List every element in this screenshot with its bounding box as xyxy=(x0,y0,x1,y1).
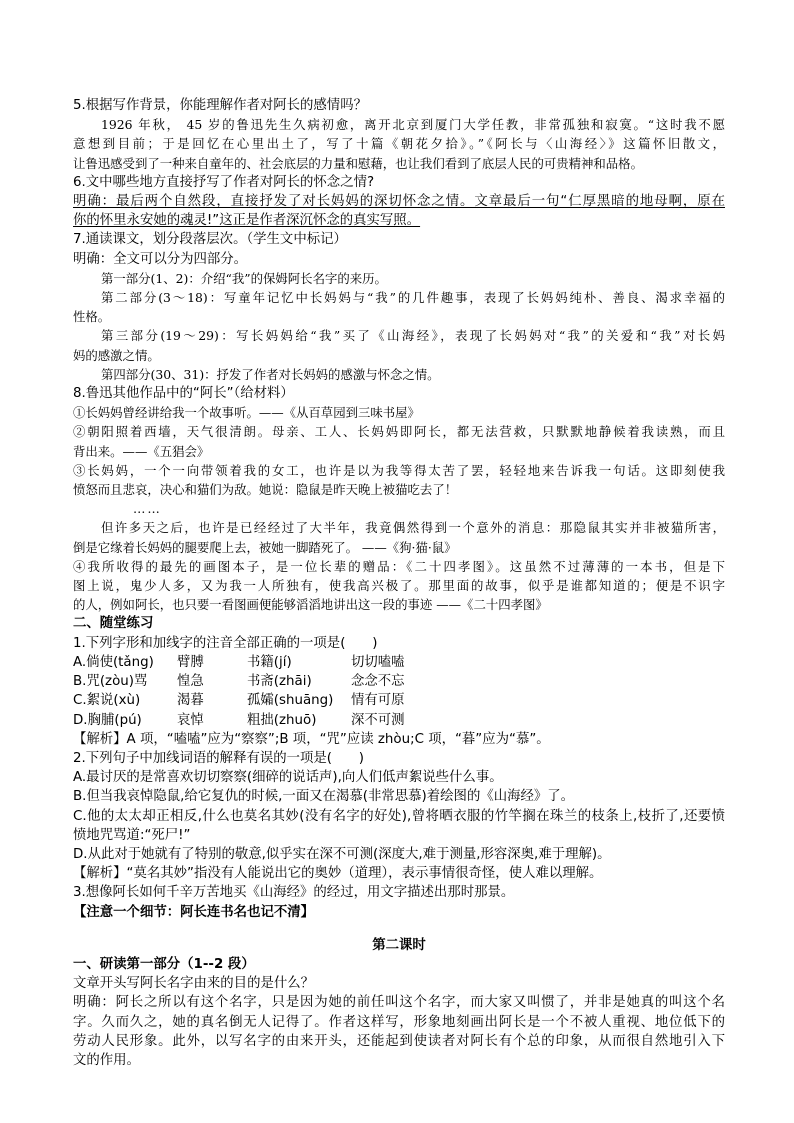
q5-question: 5.根据写作背景，你能理解作者对阿长的感情吗？ xyxy=(73,98,367,113)
q8-item: 的人，例如阿长，也只要一看图画便能够滔滔地讲出这一段的事迹 ——《二十四孝图》 xyxy=(73,597,548,613)
option-cell: 臂膊 xyxy=(177,654,204,670)
exercise-2-option: C.他的太太却正相反,什么也莫名其妙(没有名字的好处),曾将晒衣服的竹竿搁在珠兰的枝条上,枝折了,还要愤 xyxy=(73,808,725,824)
q8-ellipsis: …… xyxy=(133,501,162,517)
q7-part: 第二部分(3～18)：写童年记忆中长妈妈与“我”的几件趣事，表现了长妈妈纯朴、善良、渴求幸福的 xyxy=(101,290,725,306)
option-cell: B.咒(zòu)骂 xyxy=(73,674,148,690)
exercise-3-question: 3.想像阿长如何千辛万苦地买《山海经》的经过，用文字描述出那时那景。 xyxy=(73,885,515,901)
exercise-2-question: 2.下列句子中加线词语的解释有误的一项是( ) xyxy=(73,750,365,766)
q8-item: 图上说，鬼少人多，又为我一人所独有，使我高兴极了。那里面的故事，似乎是谁都知道的；便是不识字 xyxy=(73,578,725,594)
exercise-2-option: 愤地咒骂道:“死尸!” xyxy=(73,827,191,843)
q8-item: 但许多天之后，也许是已经经过了大半年，我竟偶然得到一个意外的消息：那隐鼠其实并非被猫所害， xyxy=(101,520,725,536)
q7-question: 7.通读课文，划分段落层次。（学生文中标记） xyxy=(73,232,347,248)
option-cell: 念念不忘 xyxy=(351,674,405,690)
lesson-section-title: 一、研读第一部分（1--2 段） xyxy=(73,956,255,972)
option-cell: A.倘使(tǎng) xyxy=(73,654,154,670)
exercise-1-option xyxy=(73,711,725,730)
q5-text-line: 意想到目前；于是回忆在心里出土了，写了十篇《朝花夕拾》。”《阿长与〈山海经〉》这篇怀旧散文， xyxy=(73,136,725,152)
option-cell: 切切嗑嗑 xyxy=(351,654,405,670)
q8-item: 背出来。——《五猖会》 xyxy=(73,443,210,459)
option-cell: D.胸脯(pú) xyxy=(73,712,142,728)
option-cell: 深不可测 xyxy=(351,712,405,728)
exercise-2-option: A.最讨厌的是常喜欢切切察察(细碎的说话声),向人们低声絮说些什么事。 xyxy=(73,770,503,786)
lesson-answer-line: 明确：阿长之所以有这个名字，只是因为她的前任叫这个名字，而大家又叫惯了，并非是她真的叫这个名 xyxy=(73,995,725,1011)
q6-question: 6.文中哪些地方直接抒写了作者对阿长的怀念之情? xyxy=(73,174,375,190)
q8-item: ③长妈妈，一个一向带领着我的女工，也许是以为我等得太苦了罢，轻轻地来告诉我一句话。这即刻使我 xyxy=(73,462,725,478)
lesson-title: 第二课时 xyxy=(372,937,426,953)
exercise-2-option: D.从此对于她就有了特别的敬意,似乎实在深不可测(深度大,难于测量,形容深奥,难于理解)。 xyxy=(73,846,611,862)
q5-text-line: 1926 年秋， 45 岁的鲁迅先生久病初愈，离开北京到厦门大学任教，非常孤独和寂寞。“这时我不愿 xyxy=(101,117,725,133)
option-cell: C.絮说(xù) xyxy=(73,693,141,709)
q8-item: 倒是它缘着长妈妈的腿要爬上去，被她一脚踏死了。 ——《狗·猫·鼠》 xyxy=(73,539,457,555)
q8-item: 愤怒而且悲哀，决心和猫们为敌。她说：隐鼠是昨天晚上被猫吃去了！ xyxy=(73,482,458,498)
option-cell: 书斋(zhāi) xyxy=(247,674,312,690)
exercise-1-question: 1.下列字形和加线字的注音全部正确的一项是( ) xyxy=(73,635,378,651)
q7-part: 第四部分(30、31)：抒发了作者对长妈妈的感激与怀念之情。 xyxy=(101,366,440,382)
q8-item: ②朝阳照着西墙，天气很清朗。母亲、工人、长妈妈即阿长，都无法营救，只默默地静候着我读熟，而且 xyxy=(73,424,725,440)
q7-part: 性格。 xyxy=(73,309,111,325)
exercise-3-note: 【注意一个细节：阿长连书名也记不清】 xyxy=(73,904,315,920)
q8-item: ①长妈妈曾经讲给我一个故事听。——《从百草园到三味书屋》 xyxy=(73,405,420,421)
option-cell: 情有可原 xyxy=(351,693,405,709)
exercise-1-analysis: 【解析】A 项，“嗑嗑”应为“察察”;B 项，“咒”应读 zhòu;C 项，“暮”应为“慕”。 xyxy=(73,731,550,747)
q7-part: 第三部分(19～29)：写长妈妈给“我”买了《山海经》，表现了长妈妈对“我”的关爱和“我”对长妈 xyxy=(101,328,725,344)
option-cell: 孤孀(shuāng) xyxy=(247,693,334,709)
document-page xyxy=(73,96,725,1070)
option-cell: 书籍(jí) xyxy=(247,654,292,670)
exercise-2-analysis: 【解析】“莫名其妙”指没有人能说出它的奥妙（道理），表示事情很奇怪，使人难以理解。 xyxy=(73,866,603,882)
exercise-1-option xyxy=(73,653,725,672)
q6-answer-line: 明确：最后两个自然段，直接抒发了对长妈妈的深切怀念之情。文章最后一句“仁厚黑暗的地母啊，原在 xyxy=(73,194,725,210)
lesson-answer-line: 文的作用。 xyxy=(73,1052,140,1068)
option-cell: 惶急 xyxy=(177,674,204,690)
q5-text-line: 让鲁迅感受到了一种来自童年的、社会底层的力量和慰藉，也让我们看到了底层人民的可贵精神和品格。 xyxy=(73,155,643,171)
exercise-1-option xyxy=(73,672,725,691)
section-title: 二、随堂练习 xyxy=(73,616,154,632)
option-cell: 渴暮 xyxy=(177,693,204,709)
option-cell: 粗拙(zhuō) xyxy=(247,712,317,728)
lesson-answer-line: 劳动人民形象。此外，以写名字的由来开头，还能起到使读者对阿长有个总的印象，从而很自然地引入下 xyxy=(73,1033,725,1049)
lesson-answer-line: 字。久而久之，她的真名倒无人记得了。作者这样写，形象地刻画出阿长是一个不被人重视、地位低下的 xyxy=(73,1014,725,1030)
q6-answer-line: 你的怀里永安她的魂灵!”这正是作者深沉怀念的真实写照。 xyxy=(73,213,421,229)
q7-part: 妈的感激之情。 xyxy=(73,347,160,363)
exercise-1-option xyxy=(73,691,725,710)
q8-item: ④我所收得的最先的画图本子，是一位长辈的赠品：《二十四孝图》。这虽然不过薄薄的一本书，但是下 xyxy=(73,558,725,574)
q7-part: 第一部分(1、2)：介绍“我”的保姆阿长名字的来历。 xyxy=(101,270,387,286)
exercise-2-option: B.但当我哀悼隐鼠,给它复仇的时候,一面又在渴慕(非常思慕)着绘图的《山海经》了。 xyxy=(73,789,575,805)
lesson-question: 文章开头写阿长名字由来的目的是什么？ xyxy=(73,976,315,992)
q7-intro: 明确：全文可以分为四部分。 xyxy=(73,251,248,267)
q8-question: 8.鲁迅其他作品中的“阿长”（给材料） xyxy=(73,386,294,402)
option-cell: 哀悼 xyxy=(177,712,204,728)
